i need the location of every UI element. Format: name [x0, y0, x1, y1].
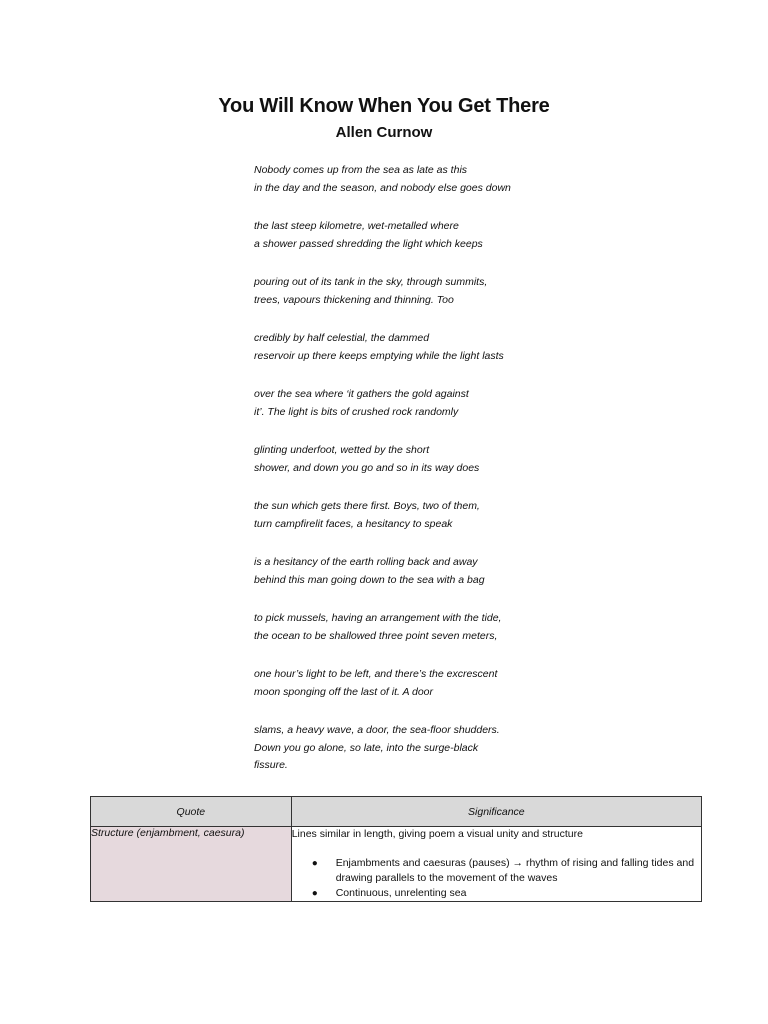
poem-stanza [254, 386, 554, 421]
poem-line: glinting underfoot, wetted by the short [254, 444, 430, 456]
poem-line: pouring out of its tank in the sky, through summits, [254, 276, 488, 288]
poem-line: slams, a heavy wave, a door, the sea-floor shudders. [254, 724, 500, 736]
significance-intro: Lines similar in length, giving poem a visual unity and structure [291, 828, 583, 840]
poem-line: reservoir up there keeps emptying while the light lasts [254, 349, 504, 362]
quote-column-header: Quote [91, 797, 292, 827]
poem-line: credibly by half celestial, the dammed [254, 332, 430, 344]
poem-stanza [254, 274, 554, 309]
poem-line: Down you go alone, so late, into the surge-black [254, 741, 479, 754]
poem-line: fissure. [254, 759, 288, 771]
poem-stanza [254, 162, 554, 197]
poem-line: over the sea where ‘it gathers the gold against [254, 388, 469, 400]
poem-stanza [254, 666, 554, 701]
list-item [292, 856, 701, 886]
poem-line: a shower passed shredding the light which keeps [254, 237, 483, 250]
poem-line: one hour’s light to be left, and there’s the excrescent [254, 668, 498, 680]
poem-stanza [254, 498, 554, 533]
analysis-table [90, 796, 702, 902]
poem-line: the sun which gets there first. Boys, two of them, [254, 500, 480, 512]
bullet-text: Enjambments and caesuras (pauses) → rhythm of rising and falling tides and drawing parallels to the movement of the waves [335, 857, 695, 884]
bullet-icon: ● [311, 888, 318, 899]
significance-cell [291, 827, 701, 902]
poem-line: in the day and the season, and nobody else goes down [254, 181, 511, 194]
quote-cell: Structure (enjambment, caesura) [91, 827, 292, 902]
poem-line: trees, vapours thickening and thinning. Too [254, 293, 454, 306]
poem-line: moon sponging off the last of it. A door [254, 685, 433, 698]
significance-bullets [292, 856, 701, 901]
bullet-icon: ● [311, 858, 318, 869]
poem-stanza [254, 722, 554, 775]
poem-line: the last steep kilometre, wet-metalled where [254, 220, 459, 232]
page-title: You Will Know When You Get There [218, 95, 550, 117]
poem-line: behind this man going down to the sea with a bag [254, 573, 485, 586]
table-row [91, 827, 702, 902]
poem-line: it’. The light is bits of crushed rock randomly [254, 405, 459, 418]
bullet-text: Continuous, unrelenting sea [335, 887, 467, 899]
poem-line: shower, and down you go and so in its way does [254, 461, 480, 474]
list-item [292, 886, 701, 901]
poem-stanza [254, 330, 554, 365]
significance-column-header: Significance [291, 797, 701, 827]
poem-stanza [254, 442, 554, 477]
table-header-row [91, 797, 702, 827]
poem-line: turn campfirelit faces, a hesitancy to speak [254, 517, 453, 530]
poem-line: Nobody comes up from the sea as late as this [254, 164, 468, 176]
poem-line: is a hesitancy of the earth rolling back and away [254, 556, 478, 568]
poem-line: the ocean to be shallowed three point seven meters, [254, 629, 498, 642]
poem-stanza [254, 218, 554, 253]
poem-stanza [254, 610, 554, 645]
poem-stanza [254, 554, 554, 589]
poem-author: Allen Curnow [335, 124, 433, 141]
poem-line: to pick mussels, having an arrangement with the tide, [254, 612, 502, 624]
